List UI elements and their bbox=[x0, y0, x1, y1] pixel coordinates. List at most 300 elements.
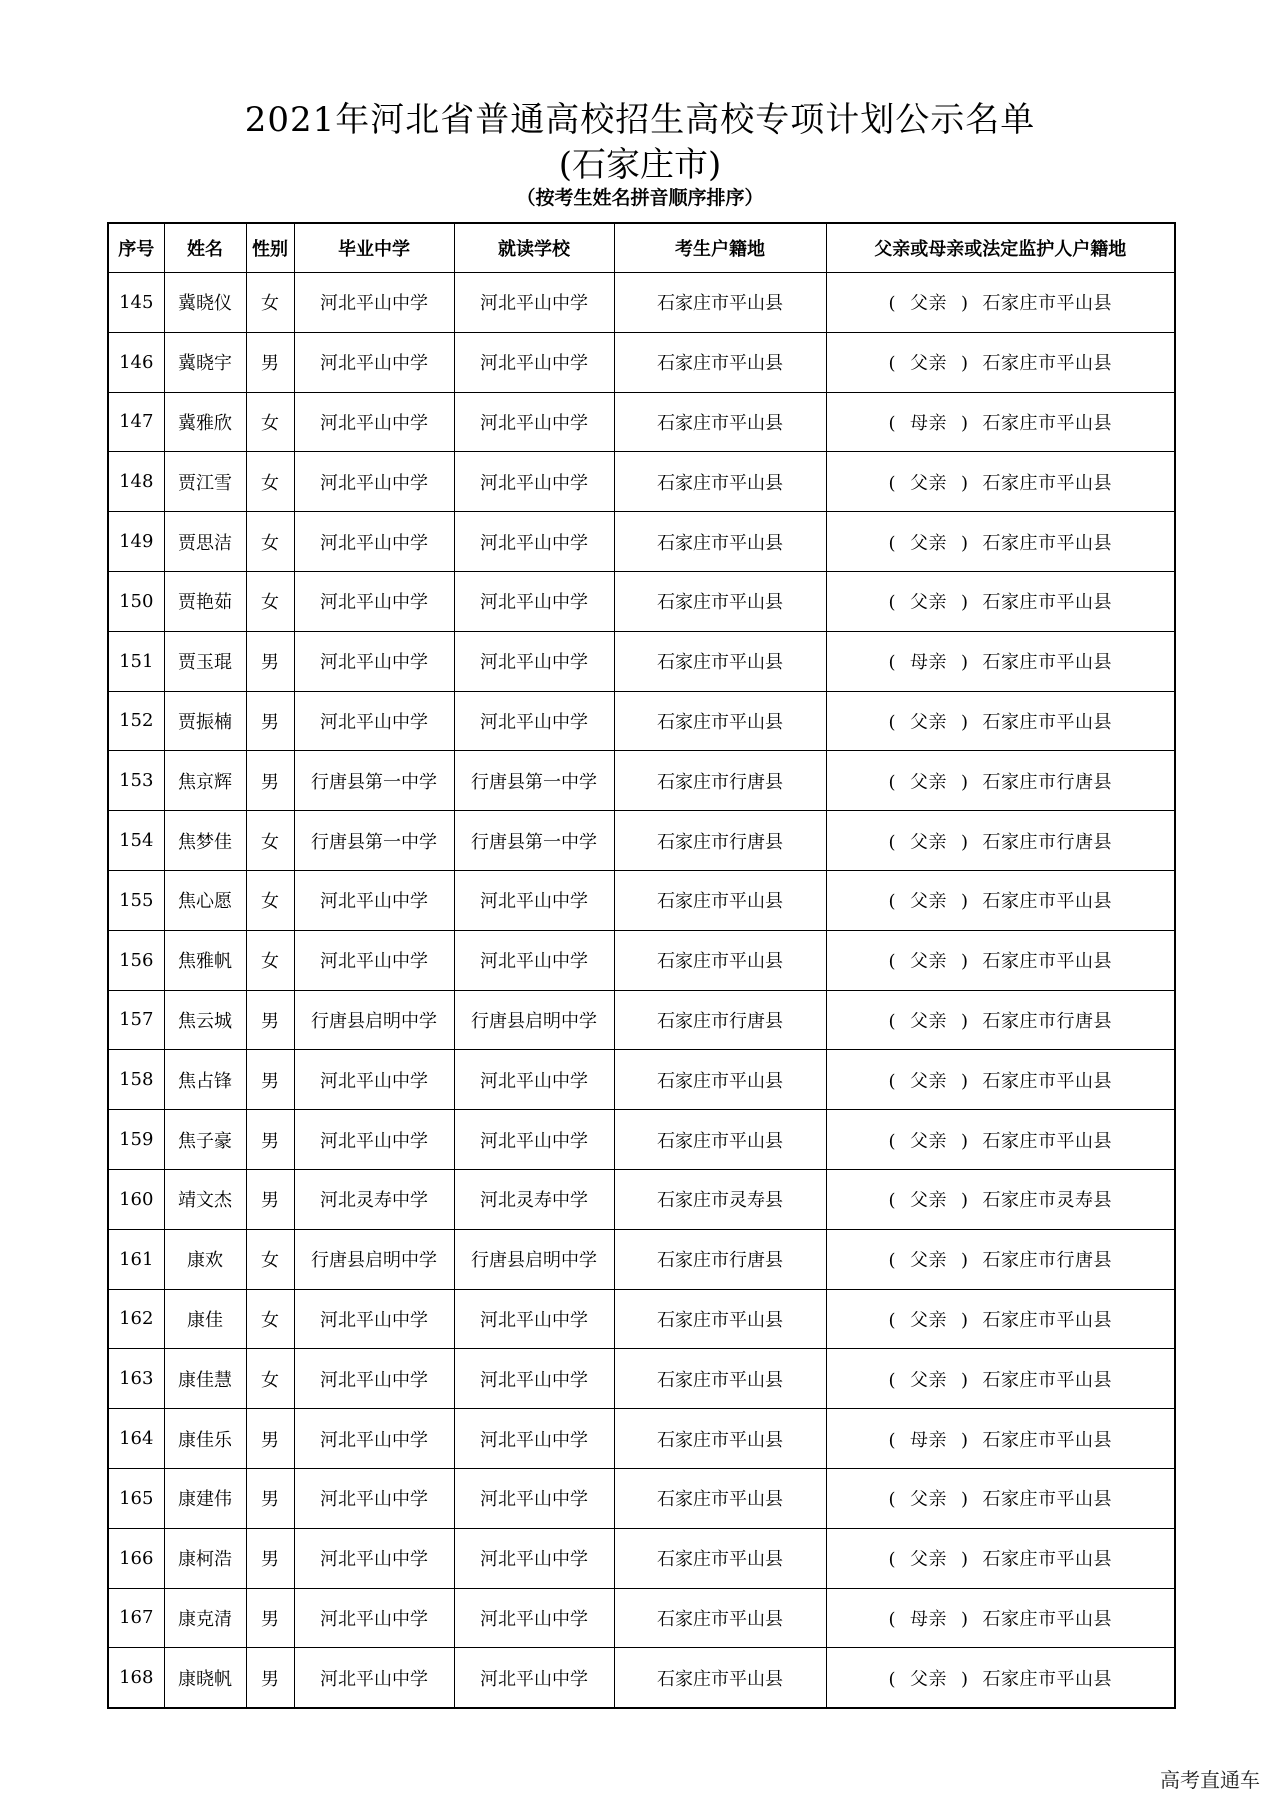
cell-hukou: 石家庄市平山县 bbox=[614, 1468, 826, 1528]
cell-graduation-school: 河北平山中学 bbox=[294, 870, 454, 930]
cell-name: 焦云城 bbox=[164, 990, 246, 1050]
cell-gender: 女 bbox=[246, 930, 294, 990]
cell-graduation-school: 河北平山中学 bbox=[294, 1409, 454, 1469]
cell-guardian-hukou bbox=[826, 332, 1175, 392]
cell-name: 康柯浩 bbox=[164, 1528, 246, 1588]
paren-open: ( bbox=[888, 891, 896, 913]
cell-guardian-hukou bbox=[826, 1468, 1175, 1528]
cell-index: 167 bbox=[108, 1588, 164, 1648]
cell-hukou: 石家庄市平山县 bbox=[614, 631, 826, 691]
guardian-relation: 父亲 bbox=[910, 711, 947, 733]
paren-close: ) bbox=[961, 951, 969, 973]
cell-current-school: 河北平山中学 bbox=[454, 571, 614, 631]
cell-current-school: 河北平山中学 bbox=[454, 870, 614, 930]
cell-name: 贾振楠 bbox=[164, 691, 246, 751]
paren-close: ) bbox=[961, 1190, 969, 1212]
cell-name: 康佳 bbox=[164, 1289, 246, 1349]
cell-index: 145 bbox=[108, 273, 164, 333]
cell-name: 康佳乐 bbox=[164, 1409, 246, 1469]
paren-open: ( bbox=[888, 532, 896, 554]
cell-gender: 男 bbox=[246, 990, 294, 1050]
guardian-relation: 父亲 bbox=[910, 891, 947, 913]
cell-name: 冀雅欣 bbox=[164, 392, 246, 452]
paren-close: ) bbox=[961, 353, 969, 375]
cell-hukou: 石家庄市行唐县 bbox=[614, 751, 826, 811]
cell-gender: 女 bbox=[246, 1289, 294, 1349]
table-row bbox=[108, 1588, 1175, 1648]
paren-open: ( bbox=[888, 1668, 896, 1690]
cell-guardian-hukou bbox=[826, 1110, 1175, 1170]
cell-index: 161 bbox=[108, 1229, 164, 1289]
table-row bbox=[108, 512, 1175, 572]
cell-hukou: 石家庄市平山县 bbox=[614, 1409, 826, 1469]
cell-hukou: 石家庄市平山县 bbox=[614, 1349, 826, 1409]
paren-open: ( bbox=[888, 1429, 896, 1451]
cell-guardian-hukou bbox=[826, 990, 1175, 1050]
cell-gender: 女 bbox=[246, 392, 294, 452]
table-row bbox=[108, 571, 1175, 631]
guardian-place: 石家庄市行唐县 bbox=[982, 771, 1113, 793]
table-row bbox=[108, 392, 1175, 452]
guardian-relation: 母亲 bbox=[910, 412, 947, 434]
guardian-place: 石家庄市平山县 bbox=[982, 652, 1113, 674]
table-row bbox=[108, 1289, 1175, 1349]
guardian-relation: 父亲 bbox=[910, 293, 947, 315]
table-row bbox=[108, 1110, 1175, 1170]
cell-hukou: 石家庄市平山县 bbox=[614, 1648, 826, 1708]
cell-graduation-school: 行唐县第一中学 bbox=[294, 811, 454, 871]
paren-open: ( bbox=[888, 1309, 896, 1331]
cell-gender: 男 bbox=[246, 1409, 294, 1469]
cell-index: 164 bbox=[108, 1409, 164, 1469]
cell-guardian-hukou bbox=[826, 1229, 1175, 1289]
cell-current-school: 河北平山中学 bbox=[454, 1289, 614, 1349]
cell-name: 康欢 bbox=[164, 1229, 246, 1289]
guardian-relation: 父亲 bbox=[910, 1668, 947, 1690]
cell-current-school: 行唐县第一中学 bbox=[454, 811, 614, 871]
cell-graduation-school: 河北平山中学 bbox=[294, 1468, 454, 1528]
guardian-place: 石家庄市行唐县 bbox=[982, 1010, 1113, 1032]
guardian-place: 石家庄市行唐县 bbox=[982, 831, 1113, 853]
paren-open: ( bbox=[888, 711, 896, 733]
cell-name: 焦子豪 bbox=[164, 1110, 246, 1170]
cell-index: 149 bbox=[108, 512, 164, 572]
paren-close: ) bbox=[961, 891, 969, 913]
guardian-relation: 母亲 bbox=[910, 1429, 947, 1451]
cell-gender: 男 bbox=[246, 1050, 294, 1110]
paren-open: ( bbox=[888, 951, 896, 973]
cell-name: 贾玉琨 bbox=[164, 631, 246, 691]
cell-graduation-school: 河北平山中学 bbox=[294, 631, 454, 691]
guardian-place: 石家庄市平山县 bbox=[982, 1608, 1113, 1630]
paren-open: ( bbox=[888, 293, 896, 315]
table-row bbox=[108, 631, 1175, 691]
cell-index: 148 bbox=[108, 452, 164, 512]
cell-guardian-hukou bbox=[826, 751, 1175, 811]
header-gender: 性别 bbox=[246, 223, 294, 273]
table-row bbox=[108, 1409, 1175, 1469]
paren-open: ( bbox=[888, 1549, 896, 1571]
cell-guardian-hukou bbox=[826, 1169, 1175, 1229]
paren-close: ) bbox=[961, 1309, 969, 1331]
cell-guardian-hukou bbox=[826, 1289, 1175, 1349]
header-hukou: 考生户籍地 bbox=[614, 223, 826, 273]
cell-name: 焦心愿 bbox=[164, 870, 246, 930]
cell-graduation-school: 河北平山中学 bbox=[294, 1528, 454, 1588]
guardian-relation: 父亲 bbox=[910, 1250, 947, 1272]
table-row bbox=[108, 1050, 1175, 1110]
header-graduation-school: 毕业中学 bbox=[294, 223, 454, 273]
cell-name: 冀晓宇 bbox=[164, 332, 246, 392]
cell-guardian-hukou bbox=[826, 811, 1175, 871]
cell-guardian-hukou bbox=[826, 930, 1175, 990]
sort-note: （按考生姓名拼音顺序排序） bbox=[516, 187, 764, 209]
cell-hukou: 石家庄市平山县 bbox=[614, 392, 826, 452]
guardian-place: 石家庄市平山县 bbox=[982, 1549, 1113, 1571]
cell-name: 康建伟 bbox=[164, 1468, 246, 1528]
paren-close: ) bbox=[961, 831, 969, 853]
cell-gender: 女 bbox=[246, 571, 294, 631]
cell-hukou: 石家庄市平山县 bbox=[614, 273, 826, 333]
cell-guardian-hukou bbox=[826, 870, 1175, 930]
cell-hukou: 石家庄市平山县 bbox=[614, 332, 826, 392]
table-header-row bbox=[108, 223, 1175, 273]
paren-open: ( bbox=[888, 771, 896, 793]
cell-hukou: 石家庄市平山县 bbox=[614, 452, 826, 512]
cell-graduation-school: 河北平山中学 bbox=[294, 571, 454, 631]
guardian-place: 石家庄市平山县 bbox=[982, 891, 1113, 913]
guardian-place: 石家庄市平山县 bbox=[982, 711, 1113, 733]
cell-current-school: 行唐县第一中学 bbox=[454, 751, 614, 811]
cell-guardian-hukou bbox=[826, 691, 1175, 751]
table-row bbox=[108, 811, 1175, 871]
paren-close: ) bbox=[961, 1608, 969, 1630]
cell-gender: 女 bbox=[246, 870, 294, 930]
cell-graduation-school: 河北平山中学 bbox=[294, 1289, 454, 1349]
paren-open: ( bbox=[888, 412, 896, 434]
cell-name: 康克清 bbox=[164, 1588, 246, 1648]
cell-current-school: 行唐县启明中学 bbox=[454, 1229, 614, 1289]
paren-open: ( bbox=[888, 652, 896, 674]
guardian-place: 石家庄市平山县 bbox=[982, 1130, 1113, 1152]
guardian-relation: 父亲 bbox=[910, 1010, 947, 1032]
paren-open: ( bbox=[888, 353, 896, 375]
paren-close: ) bbox=[961, 1070, 969, 1092]
cell-guardian-hukou bbox=[826, 631, 1175, 691]
guardian-relation: 父亲 bbox=[910, 771, 947, 793]
cell-graduation-school: 河北平山中学 bbox=[294, 452, 454, 512]
cell-current-school: 河北平山中学 bbox=[454, 1050, 614, 1110]
paren-close: ) bbox=[961, 1010, 969, 1032]
cell-graduation-school: 行唐县启明中学 bbox=[294, 1229, 454, 1289]
cell-graduation-school: 河北平山中学 bbox=[294, 1588, 454, 1648]
guardian-place: 石家庄市平山县 bbox=[982, 1489, 1113, 1511]
guardian-relation: 父亲 bbox=[910, 1130, 947, 1152]
guardian-place: 石家庄市平山县 bbox=[982, 472, 1113, 494]
guardian-relation: 父亲 bbox=[910, 1369, 947, 1391]
cell-index: 163 bbox=[108, 1349, 164, 1409]
table-row bbox=[108, 691, 1175, 751]
guardian-relation: 父亲 bbox=[910, 1549, 947, 1571]
cell-guardian-hukou bbox=[826, 273, 1175, 333]
document-subtitle: (石家庄市) bbox=[558, 145, 722, 185]
table-row bbox=[108, 1468, 1175, 1528]
cell-index: 153 bbox=[108, 751, 164, 811]
cell-hukou: 石家庄市平山县 bbox=[614, 1110, 826, 1170]
header-name: 姓名 bbox=[164, 223, 246, 273]
paren-close: ) bbox=[961, 771, 969, 793]
guardian-place: 石家庄市平山县 bbox=[982, 951, 1113, 973]
cell-hukou: 石家庄市平山县 bbox=[614, 1588, 826, 1648]
paren-open: ( bbox=[888, 1608, 896, 1630]
guardian-relation: 母亲 bbox=[910, 652, 947, 674]
cell-gender: 男 bbox=[246, 1588, 294, 1648]
guardian-place: 石家庄市平山县 bbox=[982, 412, 1113, 434]
guardian-relation: 父亲 bbox=[910, 592, 947, 614]
cell-name: 焦梦佳 bbox=[164, 811, 246, 871]
cell-index: 154 bbox=[108, 811, 164, 871]
cell-current-school: 河北平山中学 bbox=[454, 1349, 614, 1409]
cell-hukou: 石家庄市平山县 bbox=[614, 1289, 826, 1349]
cell-guardian-hukou bbox=[826, 1528, 1175, 1588]
guardian-relation: 父亲 bbox=[910, 831, 947, 853]
paren-open: ( bbox=[888, 831, 896, 853]
cell-hukou: 石家庄市行唐县 bbox=[614, 811, 826, 871]
guardian-relation: 父亲 bbox=[910, 532, 947, 554]
paren-close: ) bbox=[961, 1668, 969, 1690]
cell-index: 158 bbox=[108, 1050, 164, 1110]
cell-gender: 男 bbox=[246, 1468, 294, 1528]
paren-open: ( bbox=[888, 1130, 896, 1152]
candidate-table bbox=[107, 222, 1176, 1709]
cell-name: 贾思洁 bbox=[164, 512, 246, 572]
cell-graduation-school: 行唐县第一中学 bbox=[294, 751, 454, 811]
cell-name: 靖文杰 bbox=[164, 1169, 246, 1229]
cell-name: 贾江雪 bbox=[164, 452, 246, 512]
table-row bbox=[108, 930, 1175, 990]
cell-current-school: 河北灵寿中学 bbox=[454, 1169, 614, 1229]
paren-close: ) bbox=[961, 1130, 969, 1152]
cell-current-school: 河北平山中学 bbox=[454, 273, 614, 333]
paren-close: ) bbox=[961, 1549, 969, 1571]
cell-current-school: 河北平山中学 bbox=[454, 1588, 614, 1648]
cell-hukou: 石家庄市平山县 bbox=[614, 930, 826, 990]
cell-index: 147 bbox=[108, 392, 164, 452]
cell-hukou: 石家庄市灵寿县 bbox=[614, 1169, 826, 1229]
paren-open: ( bbox=[888, 592, 896, 614]
guardian-place: 石家庄市平山县 bbox=[982, 353, 1113, 375]
paren-close: ) bbox=[961, 1429, 969, 1451]
guardian-place: 石家庄市平山县 bbox=[982, 1369, 1113, 1391]
cell-current-school: 河北平山中学 bbox=[454, 512, 614, 572]
guardian-relation: 父亲 bbox=[910, 1309, 947, 1331]
guardian-relation: 父亲 bbox=[910, 1489, 947, 1511]
paren-close: ) bbox=[961, 1489, 969, 1511]
cell-name: 焦占锋 bbox=[164, 1050, 246, 1110]
cell-graduation-school: 河北平山中学 bbox=[294, 332, 454, 392]
paren-close: ) bbox=[961, 412, 969, 434]
cell-gender: 男 bbox=[246, 1648, 294, 1708]
cell-guardian-hukou bbox=[826, 1409, 1175, 1469]
cell-graduation-school: 河北平山中学 bbox=[294, 1050, 454, 1110]
cell-guardian-hukou bbox=[826, 1349, 1175, 1409]
cell-hukou: 石家庄市行唐县 bbox=[614, 1229, 826, 1289]
guardian-place: 石家庄市平山县 bbox=[982, 592, 1113, 614]
cell-gender: 男 bbox=[246, 1110, 294, 1170]
cell-name: 贾艳茹 bbox=[164, 571, 246, 631]
paren-close: ) bbox=[961, 592, 969, 614]
table-row bbox=[108, 870, 1175, 930]
guardian-place: 石家庄市平山县 bbox=[982, 1070, 1113, 1092]
cell-graduation-school: 河北平山中学 bbox=[294, 1110, 454, 1170]
cell-name: 焦京辉 bbox=[164, 751, 246, 811]
table-row bbox=[108, 1229, 1175, 1289]
guardian-place: 石家庄市行唐县 bbox=[982, 1250, 1113, 1272]
cell-index: 156 bbox=[108, 930, 164, 990]
cell-hukou: 石家庄市行唐县 bbox=[614, 990, 826, 1050]
cell-guardian-hukou bbox=[826, 1648, 1175, 1708]
cell-current-school: 河北平山中学 bbox=[454, 691, 614, 751]
cell-name: 冀晓仪 bbox=[164, 273, 246, 333]
cell-current-school: 河北平山中学 bbox=[454, 392, 614, 452]
cell-gender: 男 bbox=[246, 691, 294, 751]
cell-hukou: 石家庄市平山县 bbox=[614, 691, 826, 751]
cell-index: 159 bbox=[108, 1110, 164, 1170]
cell-current-school: 河北平山中学 bbox=[454, 1648, 614, 1708]
cell-current-school: 河北平山中学 bbox=[454, 452, 614, 512]
cell-current-school: 河北平山中学 bbox=[454, 1528, 614, 1588]
cell-gender: 女 bbox=[246, 811, 294, 871]
cell-graduation-school: 河北平山中学 bbox=[294, 1648, 454, 1708]
cell-guardian-hukou bbox=[826, 1588, 1175, 1648]
table-row bbox=[108, 1528, 1175, 1588]
cell-index: 146 bbox=[108, 332, 164, 392]
paren-close: ) bbox=[961, 472, 969, 494]
guardian-relation: 母亲 bbox=[910, 1608, 947, 1630]
cell-guardian-hukou bbox=[826, 571, 1175, 631]
cell-current-school: 河北平山中学 bbox=[454, 1409, 614, 1469]
table-row bbox=[108, 273, 1175, 333]
cell-graduation-school: 河北平山中学 bbox=[294, 392, 454, 452]
cell-current-school: 河北平山中学 bbox=[454, 332, 614, 392]
cell-current-school: 河北平山中学 bbox=[454, 930, 614, 990]
cell-current-school: 河北平山中学 bbox=[454, 1468, 614, 1528]
cell-gender: 男 bbox=[246, 332, 294, 392]
cell-gender: 女 bbox=[246, 273, 294, 333]
cell-gender: 男 bbox=[246, 631, 294, 691]
paren-close: ) bbox=[961, 532, 969, 554]
guardian-place: 石家庄市平山县 bbox=[982, 293, 1113, 315]
document-title: 2021年河北省普通高校招生高校专项计划公示名单 bbox=[244, 100, 1036, 140]
cell-index: 155 bbox=[108, 870, 164, 930]
cell-gender: 男 bbox=[246, 751, 294, 811]
paren-close: ) bbox=[961, 293, 969, 315]
cell-name: 康晓帆 bbox=[164, 1648, 246, 1708]
guardian-place: 石家庄市平山县 bbox=[982, 1429, 1113, 1451]
table-row bbox=[108, 452, 1175, 512]
cell-index: 157 bbox=[108, 990, 164, 1050]
watermark: 高考直通车 bbox=[1160, 1768, 1260, 1792]
header-guardian-hukou: 父亲或母亲或法定监护人户籍地 bbox=[826, 223, 1175, 273]
cell-index: 162 bbox=[108, 1289, 164, 1349]
cell-graduation-school: 河北平山中学 bbox=[294, 273, 454, 333]
paren-close: ) bbox=[961, 652, 969, 674]
table-row bbox=[108, 1648, 1175, 1708]
paren-open: ( bbox=[888, 1369, 896, 1391]
cell-hukou: 石家庄市平山县 bbox=[614, 1050, 826, 1110]
table-row bbox=[108, 1349, 1175, 1409]
table-row bbox=[108, 751, 1175, 811]
cell-index: 152 bbox=[108, 691, 164, 751]
paren-open: ( bbox=[888, 1190, 896, 1212]
cell-graduation-school: 河北平山中学 bbox=[294, 930, 454, 990]
paren-close: ) bbox=[961, 1369, 969, 1391]
cell-name: 康佳慧 bbox=[164, 1349, 246, 1409]
header-current-school: 就读学校 bbox=[454, 223, 614, 273]
cell-graduation-school: 河北平山中学 bbox=[294, 691, 454, 751]
cell-hukou: 石家庄市平山县 bbox=[614, 870, 826, 930]
guardian-relation: 父亲 bbox=[910, 472, 947, 494]
guardian-relation: 父亲 bbox=[910, 1070, 947, 1092]
cell-current-school: 行唐县启明中学 bbox=[454, 990, 614, 1050]
guardian-place: 石家庄市平山县 bbox=[982, 1668, 1113, 1690]
cell-gender: 男 bbox=[246, 1169, 294, 1229]
cell-index: 165 bbox=[108, 1468, 164, 1528]
cell-index: 150 bbox=[108, 571, 164, 631]
cell-hukou: 石家庄市平山县 bbox=[614, 512, 826, 572]
cell-index: 168 bbox=[108, 1648, 164, 1708]
table-row bbox=[108, 990, 1175, 1050]
cell-graduation-school: 河北平山中学 bbox=[294, 1349, 454, 1409]
guardian-relation: 父亲 bbox=[910, 353, 947, 375]
cell-guardian-hukou bbox=[826, 1050, 1175, 1110]
guardian-place: 石家庄市灵寿县 bbox=[982, 1190, 1113, 1212]
cell-current-school: 河北平山中学 bbox=[454, 1110, 614, 1170]
paren-open: ( bbox=[888, 1250, 896, 1272]
cell-name: 焦雅帆 bbox=[164, 930, 246, 990]
table-row bbox=[108, 332, 1175, 392]
guardian-relation: 父亲 bbox=[910, 1190, 947, 1212]
guardian-relation: 父亲 bbox=[910, 951, 947, 973]
table-row bbox=[108, 1169, 1175, 1229]
cell-gender: 男 bbox=[246, 1528, 294, 1588]
guardian-place: 石家庄市平山县 bbox=[982, 532, 1113, 554]
cell-graduation-school: 河北平山中学 bbox=[294, 512, 454, 572]
header-index: 序号 bbox=[108, 223, 164, 273]
cell-current-school: 河北平山中学 bbox=[454, 631, 614, 691]
paren-open: ( bbox=[888, 1070, 896, 1092]
paren-close: ) bbox=[961, 711, 969, 733]
cell-gender: 女 bbox=[246, 512, 294, 572]
paren-open: ( bbox=[888, 1010, 896, 1032]
cell-index: 151 bbox=[108, 631, 164, 691]
cell-graduation-school: 行唐县启明中学 bbox=[294, 990, 454, 1050]
cell-gender: 女 bbox=[246, 1349, 294, 1409]
cell-gender: 女 bbox=[246, 1229, 294, 1289]
paren-open: ( bbox=[888, 472, 896, 494]
paren-close: ) bbox=[961, 1250, 969, 1272]
paren-open: ( bbox=[888, 1489, 896, 1511]
cell-guardian-hukou bbox=[826, 392, 1175, 452]
guardian-place: 石家庄市平山县 bbox=[982, 1309, 1113, 1331]
cell-hukou: 石家庄市平山县 bbox=[614, 571, 826, 631]
cell-guardian-hukou bbox=[826, 452, 1175, 512]
cell-index: 166 bbox=[108, 1528, 164, 1588]
cell-graduation-school: 河北灵寿中学 bbox=[294, 1169, 454, 1229]
cell-gender: 女 bbox=[246, 452, 294, 512]
cell-hukou: 石家庄市平山县 bbox=[614, 1528, 826, 1588]
cell-index: 160 bbox=[108, 1169, 164, 1229]
